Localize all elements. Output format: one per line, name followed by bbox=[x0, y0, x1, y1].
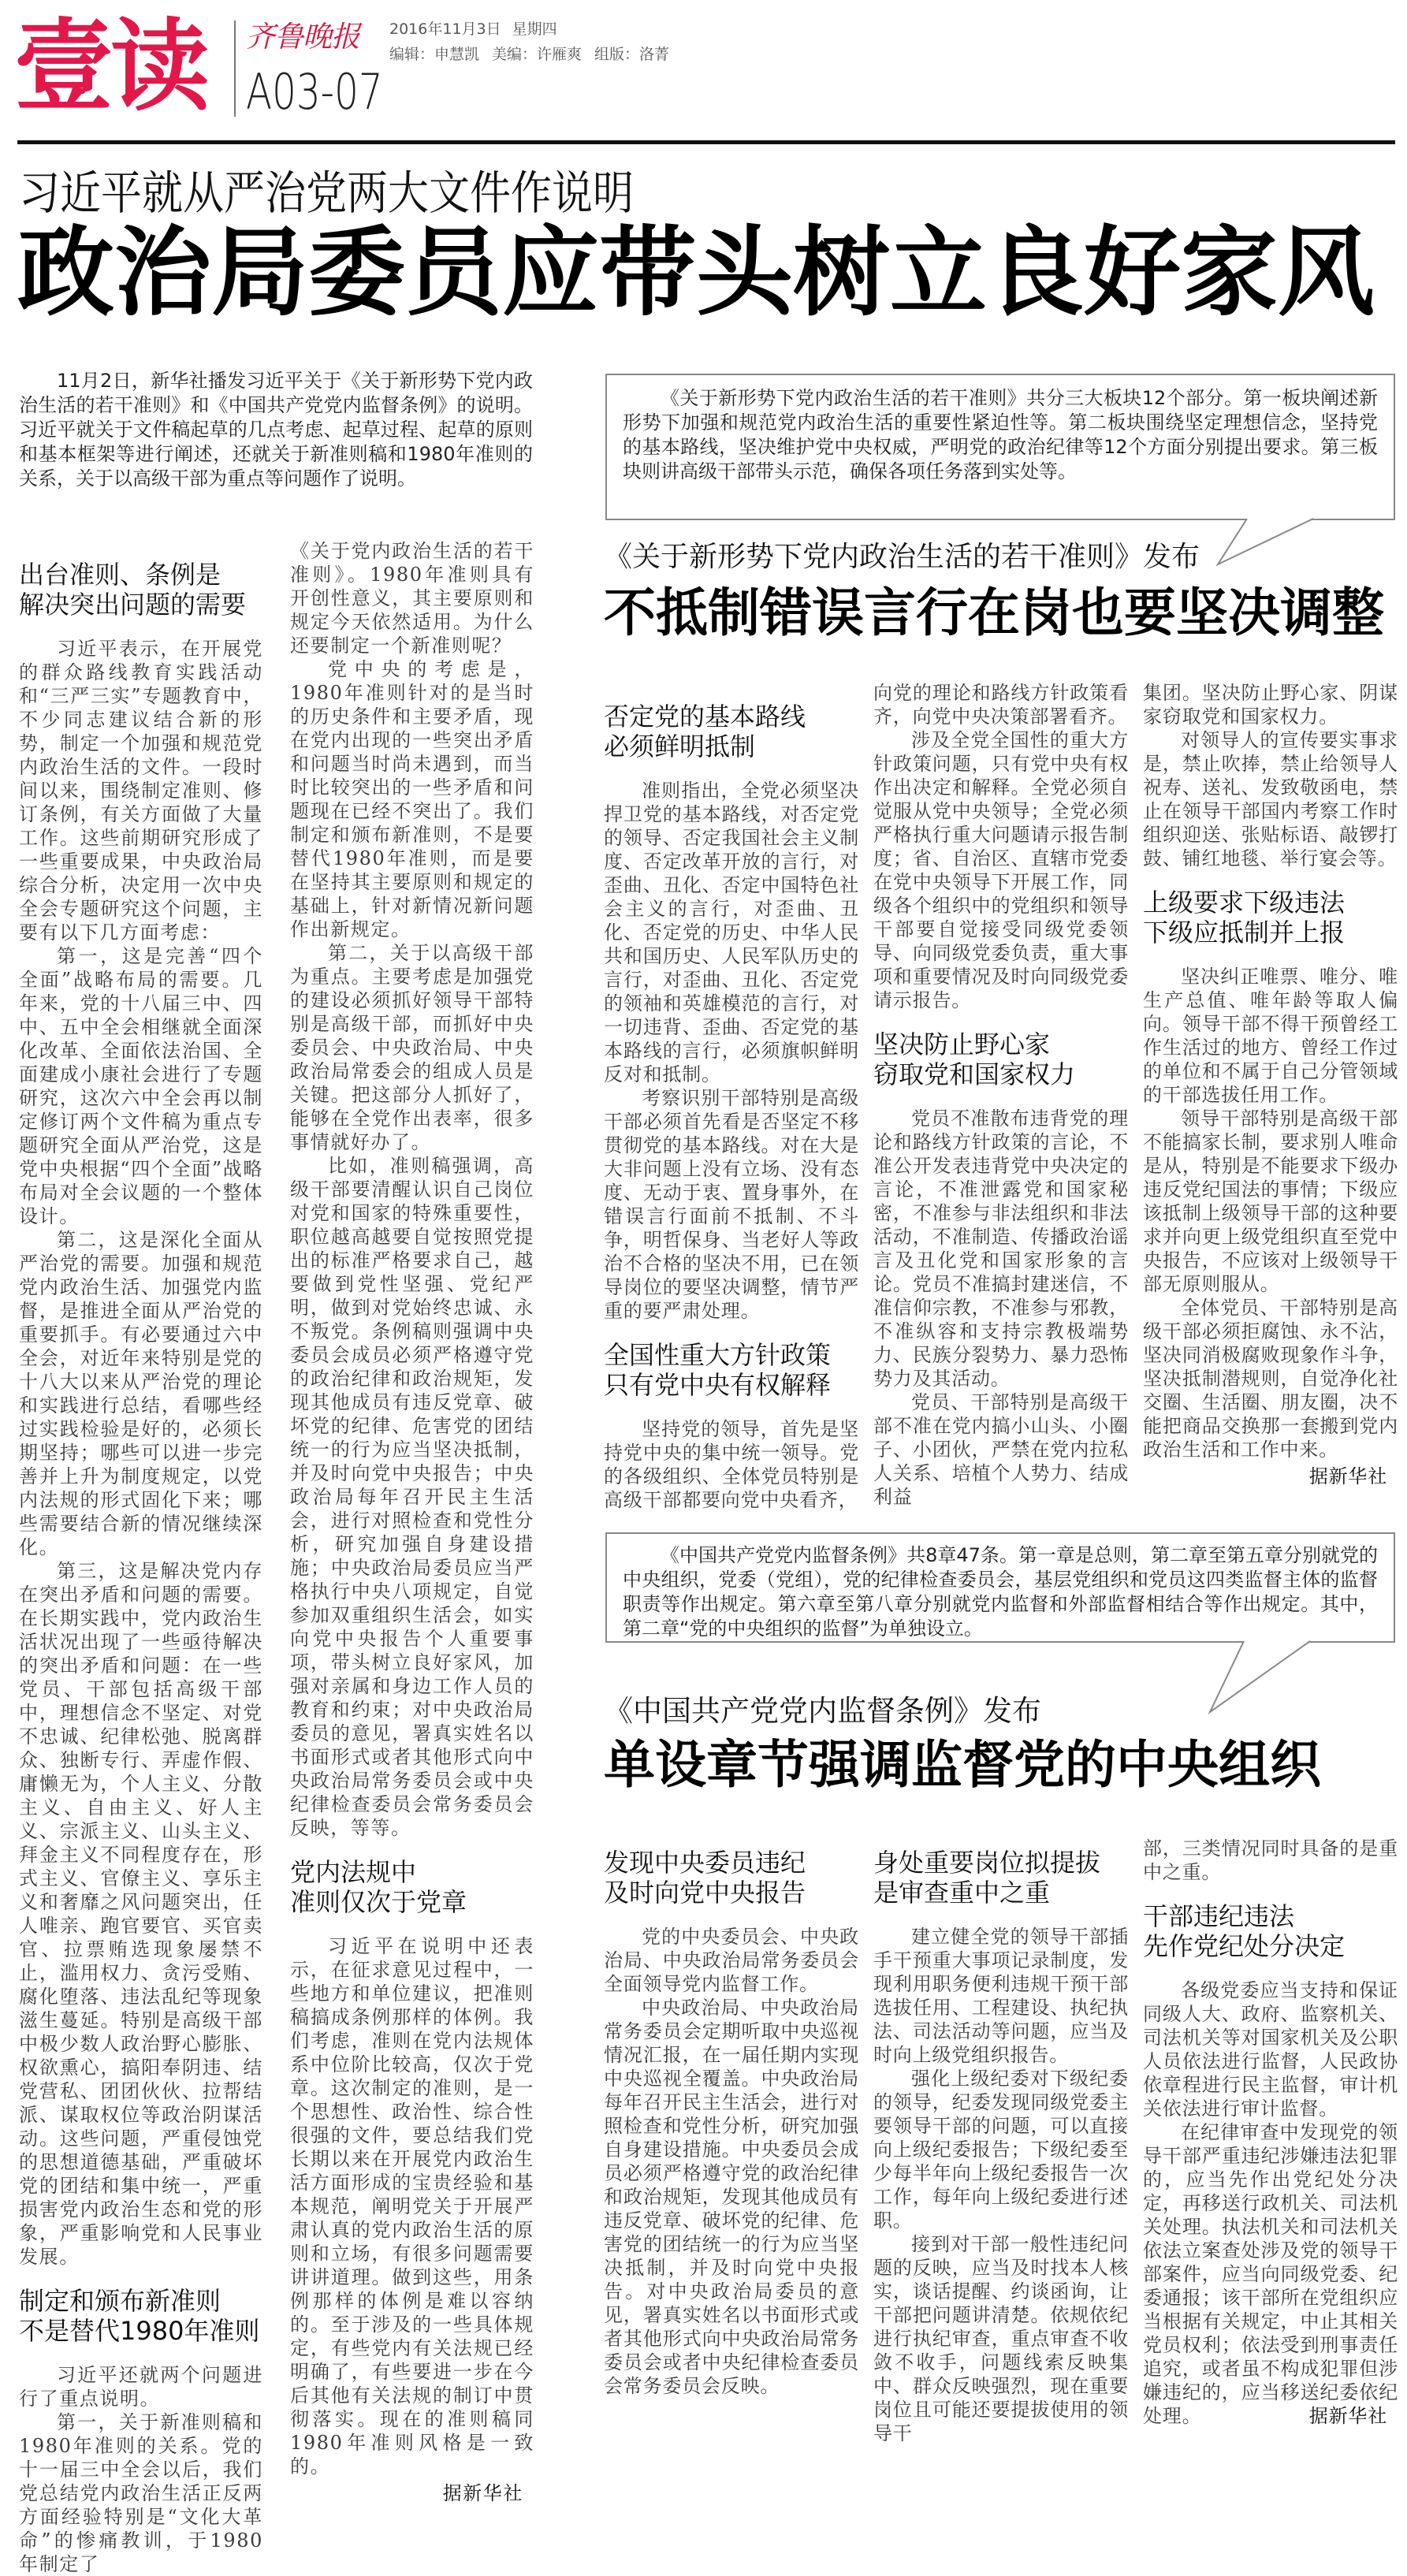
date-text: 2016年11月3日 bbox=[389, 20, 501, 38]
section-heading-line: 窃取党和国家权力 bbox=[873, 1059, 1076, 1089]
paragraph: 比如，准则稿强调，高级干部要清醒认识自己岗位对党和国家的特殊重要性，职位越高越要自觉按照党提出的标准严格要求自己，越要做到党性坚强、党纪严明，做到对党始终忠诚、永不叛党。条例稿则强调中央委员会成员必须严格遵守党的政治纪律和政治规矩，发现其他成员有违反党章、破坏党的纪律、危害党的团结统一的行为应当坚决抵制，并及时向党中央报告；中央政治局每年召开民主生活会，进行对照检查和党性分析，研究加强自身建设措施；中央政治局委员应当严格执行中央八项规定，自觉参加双重组织生活会，如实向党中央报告个人重要事项，带头树立良好家风，加强对亲属和身边工作人员的教育和约束；对中央政治局委员的意见，署真实姓名以书面形式或者其他形式向中央政治局常务委员会或中央纪律检查委员会常务委员会反映，等等。 bbox=[290, 1155, 534, 1839]
section-heading-line: 不是替代1980年准则 bbox=[19, 2316, 260, 2346]
section-heading bbox=[19, 2286, 263, 2346]
section-heading bbox=[604, 702, 859, 761]
article-headline: 不抵制错误言行在岗也要坚决调整 bbox=[604, 583, 1384, 643]
paragraph: 第二，这是深化全面从严治党的需要。加强和规范党内政治生活、加强党内监督，是推进全面从严治党的重要抓手。有必要通过六中全会，对近年来特别是党的十八大以来从严治党的理论和实践进行总结，看哪些经过实践检验是好的，必须长期坚持；哪些可以进一步完善并上升为制度规定，以党内法规的形式固化下来；哪些需要结合新的情况继续深化。 bbox=[19, 1229, 263, 1558]
paragraph: 党中央的考虑是，1980年准则针对的是当时的历史条件和主要矛盾，现在党内出现的一些突出矛盾和问题当时尚未遇到，而当时比较突出的一些矛盾和问题现在已经不突出了。我们制定和颁布新准则，不是要替代1980年准则，而是要在坚持其主要原则和规定的基础上，针对新情况新问题作出新规定。 bbox=[290, 658, 534, 940]
paragraph: 准则指出，全党必须坚决捍卫党的基本路线，对否定党的领导、否定我国社会主义制度、否定改革开放的言行，对歪曲、丑化、否定中国特色社会主义的言行，对歪曲、丑化、否定党的历史、中华人民共和国历史、人民军队历史的言行，对歪曲、丑化、否定党的领袖和英雄模范的言行，对一切违背、歪曲、否定党的基本路线的言行，必须旗帜鲜明反对和抵制。 bbox=[604, 780, 859, 1085]
section-heading bbox=[1143, 888, 1398, 947]
paragraph: 党员不准散布违背党的理论和路线方针政策的言论，不准公开发表违背党中央决定的言论，不准泄露党和国家秘密，不准参与非法组织和非法活动，不准制造、传播政治谣言及丑化党和国家形象的言论。党员不准搞封建迷信，不准信仰宗教，不准参与邪教，不准纵容和支持宗教极端势力、民族分裂势力、暴力恐怖势力及其活动。 bbox=[873, 1107, 1129, 1390]
section-heading-line: 全国性重大方针政策 bbox=[604, 1340, 832, 1370]
callout-tail bbox=[0, 0, 1, 1]
issue-date bbox=[389, 17, 568, 39]
section-heading-line: 及时向党中央报告 bbox=[604, 1878, 806, 1908]
paragraph: 坚决纠正唯票、唯分、唯生产总值、唯年龄等取人偏向。领导干部不得干预曾经工作生活过的地方、曾经工作过的单位和不属于自己分管领域的干部选拔任用工作。 bbox=[1143, 966, 1398, 1106]
paragraph: 习近平表示，在开展党的群众路线教育实践活动和“三严三实”专题教育中，不少同志建议结合新的形势，制定一个加强和规范党内政治生活的文件。一段时间以来，围绕制定准则、修订条例，有关方面做了大量工作。这些前期研究形成了一些重要成果，中央政治局综合分析，决定用一次中央全会专题研究这个问题，主要有以下几方面考虑： bbox=[19, 638, 263, 944]
paragraph: 领导干部特别是高级干部不能搞家长制，要求别人唯命是从，特别是不能要求下级办违反党纪国法的事情；下级应该抵制上级领导干部的这种要求并向更上级党组织直至党中央报告，不应该对上级领导干部无原则服从。 bbox=[1143, 1107, 1398, 1295]
article-summary-box: 《中国共产党党内监督条例》共8章47条。第一章是总则，第二章至第五章分别就党的中央组织，党委（党组），党的纪律检查委员会，基层党组织和党员这四类监督主体的监督职责等作出规定。第六章至第八章分别就党内监督和外部监督相结合等作出规定。其中，第二章“党的中央组织的监督”为单独设立。 bbox=[605, 1532, 1395, 1643]
header-rule bbox=[17, 140, 1395, 144]
text-column bbox=[873, 1845, 1129, 2445]
paragraph: 党的中央委员会、中央政治局、中央政治局常务委员会全面领导党内监督工作。 bbox=[604, 1926, 859, 1995]
section-heading-line: 只有党中央有权解释 bbox=[604, 1370, 832, 1400]
paragraph: 党员、干部特别是高级干部不准在党内搞小山头、小圈子、小团伙，严禁在党内拉私人关系、培植个人势力、结成利益 bbox=[873, 1391, 1129, 1508]
paragraph: 全体党员、干部特别是高级干部必须拒腐蚀、永不沾，坚决同消极腐败现象作斗争，坚决抵制潜规则，自觉净化社交圈、生活圈、朋友圈，决不能把商品交换那一套搬到党内政治生活和工作中来。 bbox=[1143, 1297, 1398, 1461]
masthead-divider bbox=[234, 20, 236, 117]
article-summary-box: 《关于新形势下党内政治生活的若干准则》共分三大板块12个部分。第一板块阐述新形势下加强和规范党内政治生活的重要性紧迫性等。第二板块围绕坚定理想信念，坚持党的基本路线，坚决维护党中央权威，严明党的政治纪律等12个方面分别提出要求。第三板块则讲高级干部带头示范，确保各项任务落到实处等。 bbox=[605, 374, 1395, 520]
paragraph: 接到对干部一般性违纪问题的反映，应当及时找本人核实，谈话提醒、约谈函询，让干部把问题讲清楚。依规依纪进行执纪审查，重点审查不收敛不收手，问题线索反映集中、群众反映强烈，现在重要岗位且可能还要提拔使用的领导干 bbox=[873, 2233, 1129, 2444]
source-credit: 据新华社 bbox=[1308, 1465, 1387, 1487]
paragraph: 习近平在说明中还表示，在征求意见过程中，一些地方和单位建议，把准则稿搞成条例那样的体例。我们考虑，准则在党内法规体系中位阶比较高，仅次于党章。这次制定的准则，是一个思想性、政治性、综合性很强的文件，要总结我们党长期以来在开展党内政治生活方面形成的宝贵经验和基本规范，阐明党关于开展严肃认真的党内政治生活的原则和立场，有很多问题需要讲讲道理。做到这些，用条例那样的体例是难以容纳的。至于涉及的一些具体规定，有些党内有关法规已经明确了，有些要进一步在今后其他有关法规的制订中贯彻落实。现在的准则稿同1980年准则风格是一致的。 bbox=[290, 1935, 534, 2477]
paragraph: 第三，这是解决党内存在突出矛盾和问题的需要。在长期实践中，党内政治生活状况出现了一些亟待解决的突出矛盾和问题：在一些党员、干部包括高级干部中，理想信念不坚定、对党不忠诚、纪律松弛、脱离群众、独断专行、弄虚作假、庸懒无为，个人主义、分散主义、自由主义、好人主义、宗派主义、山头主义、拜金主义不同程度存在，形式主义、官僚主义、享乐主义和奢靡之风问题突出，任人唯亲、跑官要官、买官卖官、拉票贿选现象屡禁不止，滥用权力、贪污受贿、腐化堕落、违法乱纪等现象滋生蔓延。特别是高级干部中极少数人政治野心膨胀、权欲熏心，搞阳奉阴违、结党营私、团团伙伙、拉帮结派、谋取权位等政治阴谋活动。这些问题，严重侵蚀党的思想道德基础，严重破坏党的团结和集中统一，严重损害党内政治生态和党的形象，严重影响党和人民事业发展。 bbox=[19, 1560, 263, 2268]
section-heading bbox=[604, 1848, 859, 1908]
designer-credit: 美编：许雁爽 bbox=[492, 46, 583, 63]
text-column bbox=[604, 1845, 859, 2398]
paragraph: 习近平还就两个问题进行了重点说明。 bbox=[19, 2364, 263, 2410]
newspaper-logo: 齐鲁晚报 bbox=[246, 20, 359, 54]
text-column bbox=[604, 698, 859, 1512]
article-kicker: 《关于新形势下党内政治生活的若干准则》发布 bbox=[604, 541, 1200, 573]
source-credit: 据新华社 bbox=[442, 2482, 523, 2504]
text-column bbox=[1143, 681, 1398, 1488]
paragraph: 考察识别干部特别是高级干部必须首先看是否坚定不移贯彻党的基本路线。对在大是大非问题上没有立场、没有态度、无动于衷、置身事外，在错误言行面前不抵制、不斗争，明哲保身、当老好人等政治不合格的坚决不用，已在领导岗位的要坚决调整，情节严重的要严肃处理。 bbox=[604, 1087, 859, 1322]
section-heading-line: 发现中央委员违纪 bbox=[604, 1848, 806, 1878]
editor-credit: 编辑：申慧凯 bbox=[389, 46, 480, 63]
text-column bbox=[19, 557, 263, 2576]
section-heading-line: 准则仅次于党章 bbox=[290, 1887, 467, 1917]
section-heading bbox=[604, 1340, 859, 1400]
section-heading-line: 制定和颁布新准则 bbox=[19, 2286, 221, 2316]
section-heading bbox=[873, 1029, 1129, 1089]
paragraph: 第一，这是完善“四个全面”战略布局的需要。几年来，党的十八届三中、四中、五中全会相继就全面深化改革、全面依法治国、全面建成小康社会进行了专题研究，这次六中全会再以制定修订两个文件稿为重点专题研究全面从严治党，这是党中央根据“四个全面”战略布局对全会议题的一个整体设计。 bbox=[19, 945, 263, 1227]
section-heading-line: 下级应抵制并上报 bbox=[1143, 918, 1346, 947]
section-heading-line: 否定党的基本路线 bbox=[604, 702, 806, 731]
section-heading-line: 必须鲜明抵制 bbox=[604, 731, 756, 761]
paragraph: 涉及全党全国性的重大方针政策问题，只有党中央有权作出决定和解释。全党必须自觉服从党中央领导；全党必须严格执行重大问题请示报告制度；省、自治区、直辖市党委在党中央领导下开展工作，同级各个组织中的党组织和领导干部要自觉接受同级党委领导、向同级党委负责，重大事项和重要情况及时向同级党委请示报告。 bbox=[873, 729, 1129, 1011]
section-heading bbox=[873, 1848, 1129, 1908]
lead-intro: 11月2日，新华社播发习近平关于《关于新形势下党内政治生活的若干准则》和《中国共产党党内监督条例》的说明。习近平就关于文件稿起草的几点考虑、起草过程、起草的原则和基本框架等进行阐述，还就关于新准则稿和1980年准则的关系，关于以高级干部为重点等问题作了说明。 bbox=[19, 370, 533, 490]
section-heading-line: 身处重要岗位拟提拔 bbox=[873, 1848, 1101, 1878]
article-kicker: 《中国共产党党内监督条例》发布 bbox=[604, 1694, 1041, 1728]
section-heading bbox=[19, 560, 263, 620]
section-heading-line: 出台准则、条例是 bbox=[19, 560, 221, 590]
section-heading-line: 是审查重中之重 bbox=[873, 1878, 1051, 1908]
article-headline: 单设章节强调监督党的中央组织 bbox=[604, 1736, 1322, 1795]
paragraph-continued: 向党的理论和路线方针政策看齐，向党中央决策部署看齐。 bbox=[873, 682, 1129, 728]
section-heading bbox=[1143, 1901, 1398, 1961]
text-column bbox=[873, 681, 1129, 1509]
source-credit: 据新华社 bbox=[1308, 2405, 1387, 2427]
section-heading-line: 上级要求下级违法 bbox=[1143, 888, 1346, 918]
paragraph-continued: 《关于党内政治生活的若干准则》。1980年准则具有开创性意义，其主要原则和规定今天依然适用。为什么还要制定一个新准则呢？ bbox=[290, 540, 534, 657]
staff-credits bbox=[389, 43, 682, 64]
section-heading-line: 先作党纪处分决定 bbox=[1143, 1931, 1346, 1961]
section-heading-line: 党内法规中 bbox=[290, 1857, 417, 1887]
section-title: 壹读 bbox=[14, 9, 207, 125]
page-number: A03-07 bbox=[246, 63, 383, 121]
lead-subtitle: 习近平就从严治党两大文件作说明 bbox=[19, 167, 635, 221]
section-heading-line: 干部违纪违法 bbox=[1143, 1901, 1295, 1931]
layout-credit: 组版：洛菁 bbox=[594, 46, 670, 63]
paragraph: 第二，关于以高级干部为重点。主要考虑是加强党的建设必须抓好领导干部特别是高级干部，而抓好中央委员会、中央政治局、中央政治局常委会的组成人员是关键。把这部分人抓好了，能够在全党作出表率，很多事情就好办了。 bbox=[290, 942, 534, 1153]
text-column bbox=[1143, 1837, 1398, 2428]
paragraph: 对领导人的宣传要实事求是，禁止吹捧，禁止给领导人祝寿、送礼、发致敬函电，禁止在领导干部国内考察工作时组织迎送、张贴标语、敲锣打鼓、铺红地毯、举行宴会等。 bbox=[1143, 729, 1398, 869]
paragraph-continued: 集团。坚决防止野心家、阴谋家窃取党和国家权力。 bbox=[1143, 682, 1398, 728]
section-heading-line: 解决突出问题的需要 bbox=[19, 590, 247, 620]
text-column bbox=[290, 539, 534, 2505]
paragraph: 各级党委应当支持和保证同级人大、政府、监察机关、司法机关等对国家机关及公职人员依法进行监督，人民政协依章程进行民主监督，审计机关依法进行审计监督。 bbox=[1143, 1979, 1398, 2120]
paragraph: 中央政治局、中央政治局常务委员会定期听取中央巡视情况汇报，在一届任期内实现中央巡视全覆盖。中央政治局每年召开民主生活会，进行对照检查和党性分析，研究加强自身建设措施。中央委员会成员必须严格遵守党的政治纪律和政治规矩，发现其他成员有违反党章、破坏党的纪律、危害党的团结统一的行为应当坚决抵制，并及时向党中央报告。对中央政治局委员的意见，署真实姓名以书面形式或者其他形式向中央政治局常务委员会或者中央纪律检查委员会常务委员会反映。 bbox=[604, 1997, 859, 2397]
section-heading bbox=[290, 1857, 534, 1917]
lead-headline: 政治局委员应带头树立良好家风 bbox=[17, 217, 1375, 329]
paragraph: 坚持党的领导，首先是坚持党中央的集中统一领导。党的各级组织、全体党员特别是高级干部都要向党中央看齐， bbox=[604, 1418, 859, 1511]
paragraph-continued: 部，三类情况同时具备的是重中之重。 bbox=[1143, 1837, 1398, 1883]
weekday-text: 星期四 bbox=[512, 20, 557, 38]
paragraph: 建立健全党的领导干部插手干预重大事项记录制度，发现利用职务便利违规干预干部选拔任用、工程建设、执纪执法、司法活动等问题，应当及时向上级党组织报告。 bbox=[873, 1926, 1129, 2066]
section-heading-line: 坚决防止野心家 bbox=[873, 1029, 1051, 1059]
paragraph: 第一，关于新准则稿和1980年准则的关系。党的十一届三中全会以后，我们党总结党内政治生活正反两方面经验特别是“文化大革命”的惨痛教训，于1980年制定了 bbox=[19, 2411, 263, 2575]
paragraph: 强化上级纪委对下级纪委的领导，纪委发现同级党委主要领导干部的问题，可以直接向上级纪委报告；下级纪委至少每半年向上级纪委报告一次工作，每年向上级纪委进行述职。 bbox=[873, 2068, 1129, 2232]
paragraph: 在纪律审查中发现党的领导干部严重违纪涉嫌违法犯罪的，应当先作出党纪处分决定，再移送行政机关、司法机关处理。执法机关和司法机关依法立案查处涉及党的领导干部案件，应当向同级党委、纪委通报；该干部所在党组织应当根据有关规定，中止其相关党员权利；依法受到刑事责任追究，或者虽不构成犯罪但涉嫌违纪的，应当移送纪委依纪处理。 bbox=[1143, 2121, 1398, 2427]
